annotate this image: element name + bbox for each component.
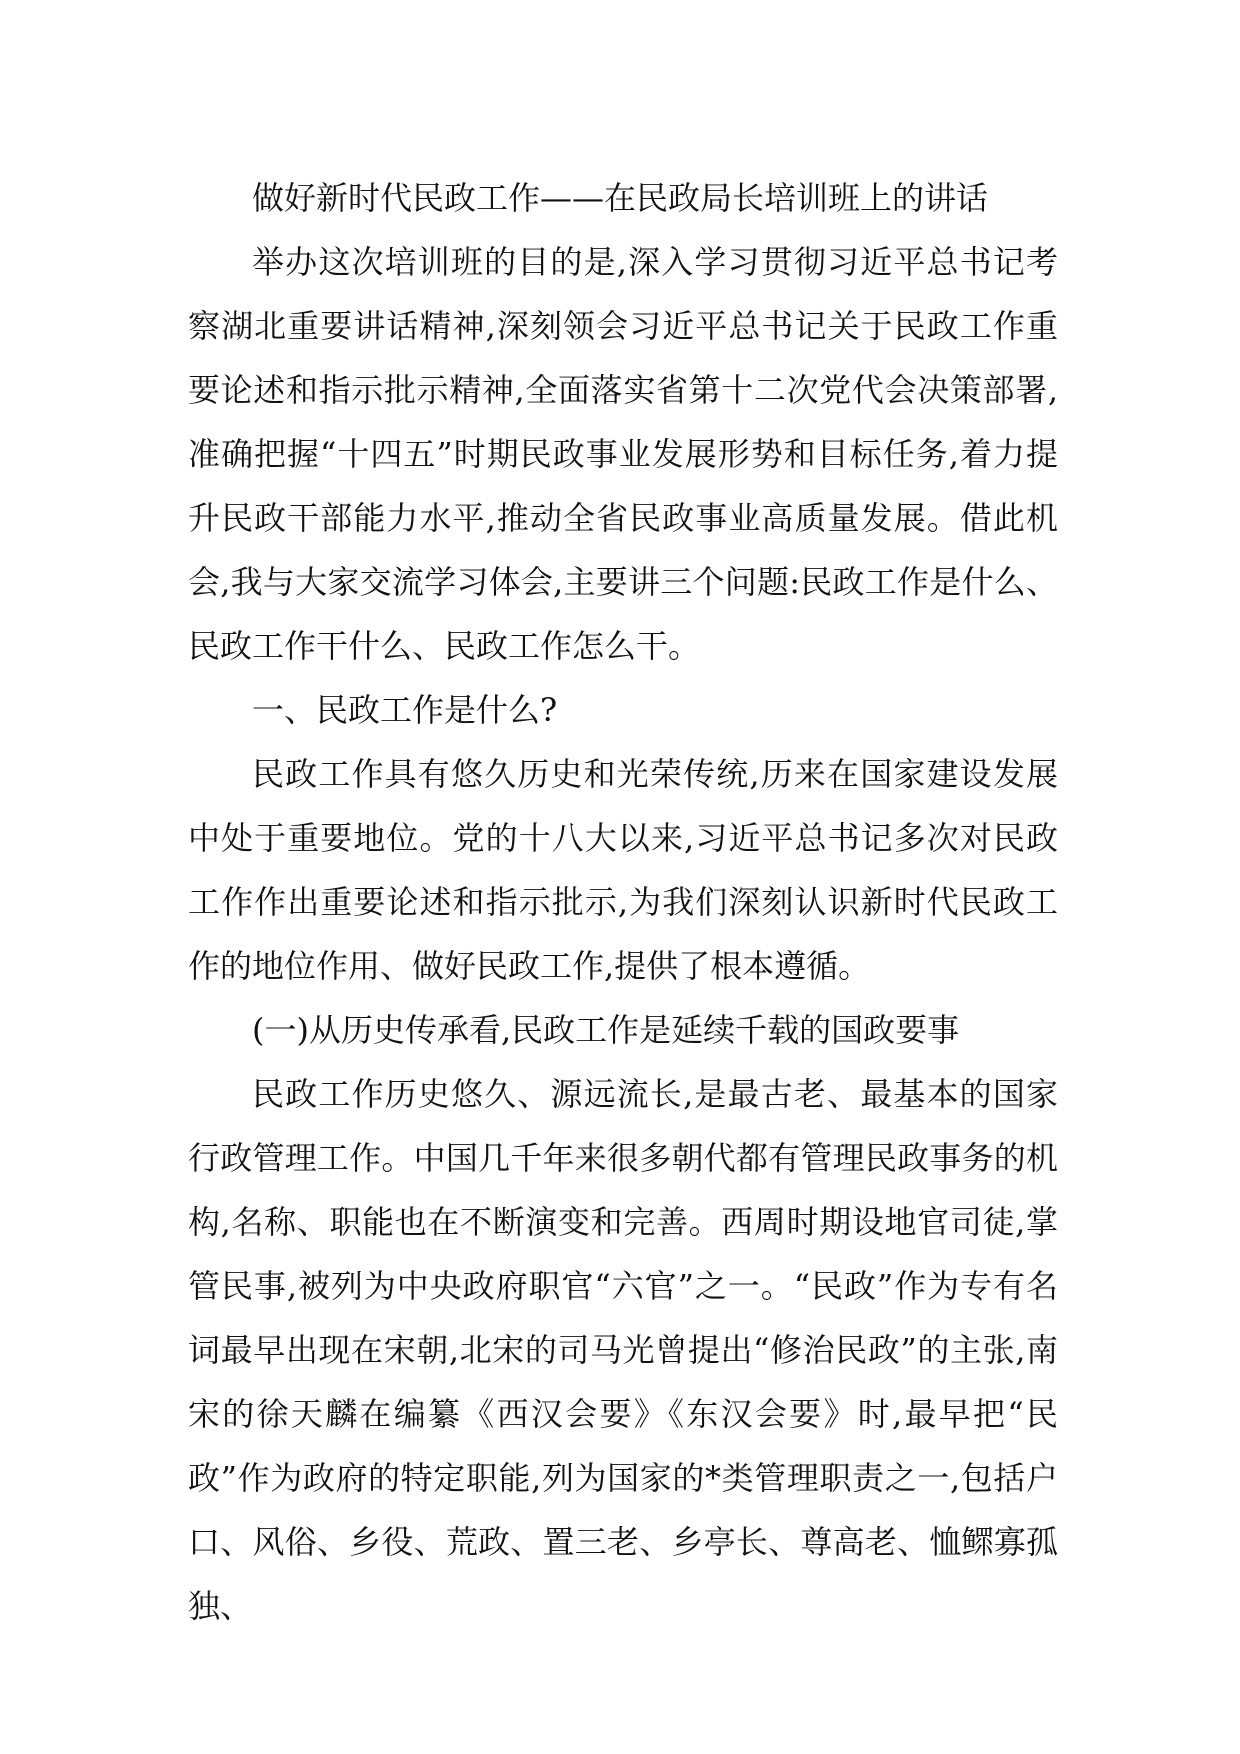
document-body [188, 166, 1058, 1638]
paragraph-history: 民政工作历史悠久、源远流长,是最古老、最基本的国家行政管理工作。中国几千年来很多朝代都有管理民政事务的机构,名称、职能也在不断演变和完善。西周时期设地官司徒,掌管民事,被列为中央政府职官“六官”之一。“民政”作为专有名词最早出现在宋朝,北宋的司马光曾提出“修治民政”的主张,南宋的徐天麟在编纂《西汉会要》《东汉会要》时,最早把“民政”作为政府的特定职能,列为国家的*类管理职责之一,包括户口、风俗、乡役、荒政、置三老、乡亭长、尊高老、恤鳏寡孤独、 [188, 1075, 1058, 1625]
section-heading-1: 一、民政工作是什么? [252, 691, 558, 729]
paragraph-intro: 举办这次培训班的目的是,深入学习贯彻习近平总书记考察湖北重要讲话精神,深刻领会习近平总书记关于民政工作重要论述和指示批示精神,全面落实省第十二次党代会决策部署,准确把握“十四五”时期民政事业发展形势和目标任务,着力提升民政干部能力水平,推动全省民政事业高质量发展。借此机会,我与大家交流学习体会,主要讲三个问题:民政工作是什么、民政工作干什么、民政工作怎么干。 [188, 243, 1058, 665]
document-title: 做好新时代民政工作——在民政局长培训班上的讲话 [252, 179, 989, 217]
subsection-heading-1: (一)从历史传承看,民政工作是延续千载的国政要事 [252, 1011, 960, 1049]
paragraph-section-1: 民政工作具有悠久历史和光荣传统,历来在国家建设发展中处于重要地位。党的十八大以来,习近平总书记多次对民政工作作出重要论述和指示批示,为我们深刻认识新时代民政工作的地位作用、做好民政工作,提供了根本遵循。 [188, 755, 1058, 985]
